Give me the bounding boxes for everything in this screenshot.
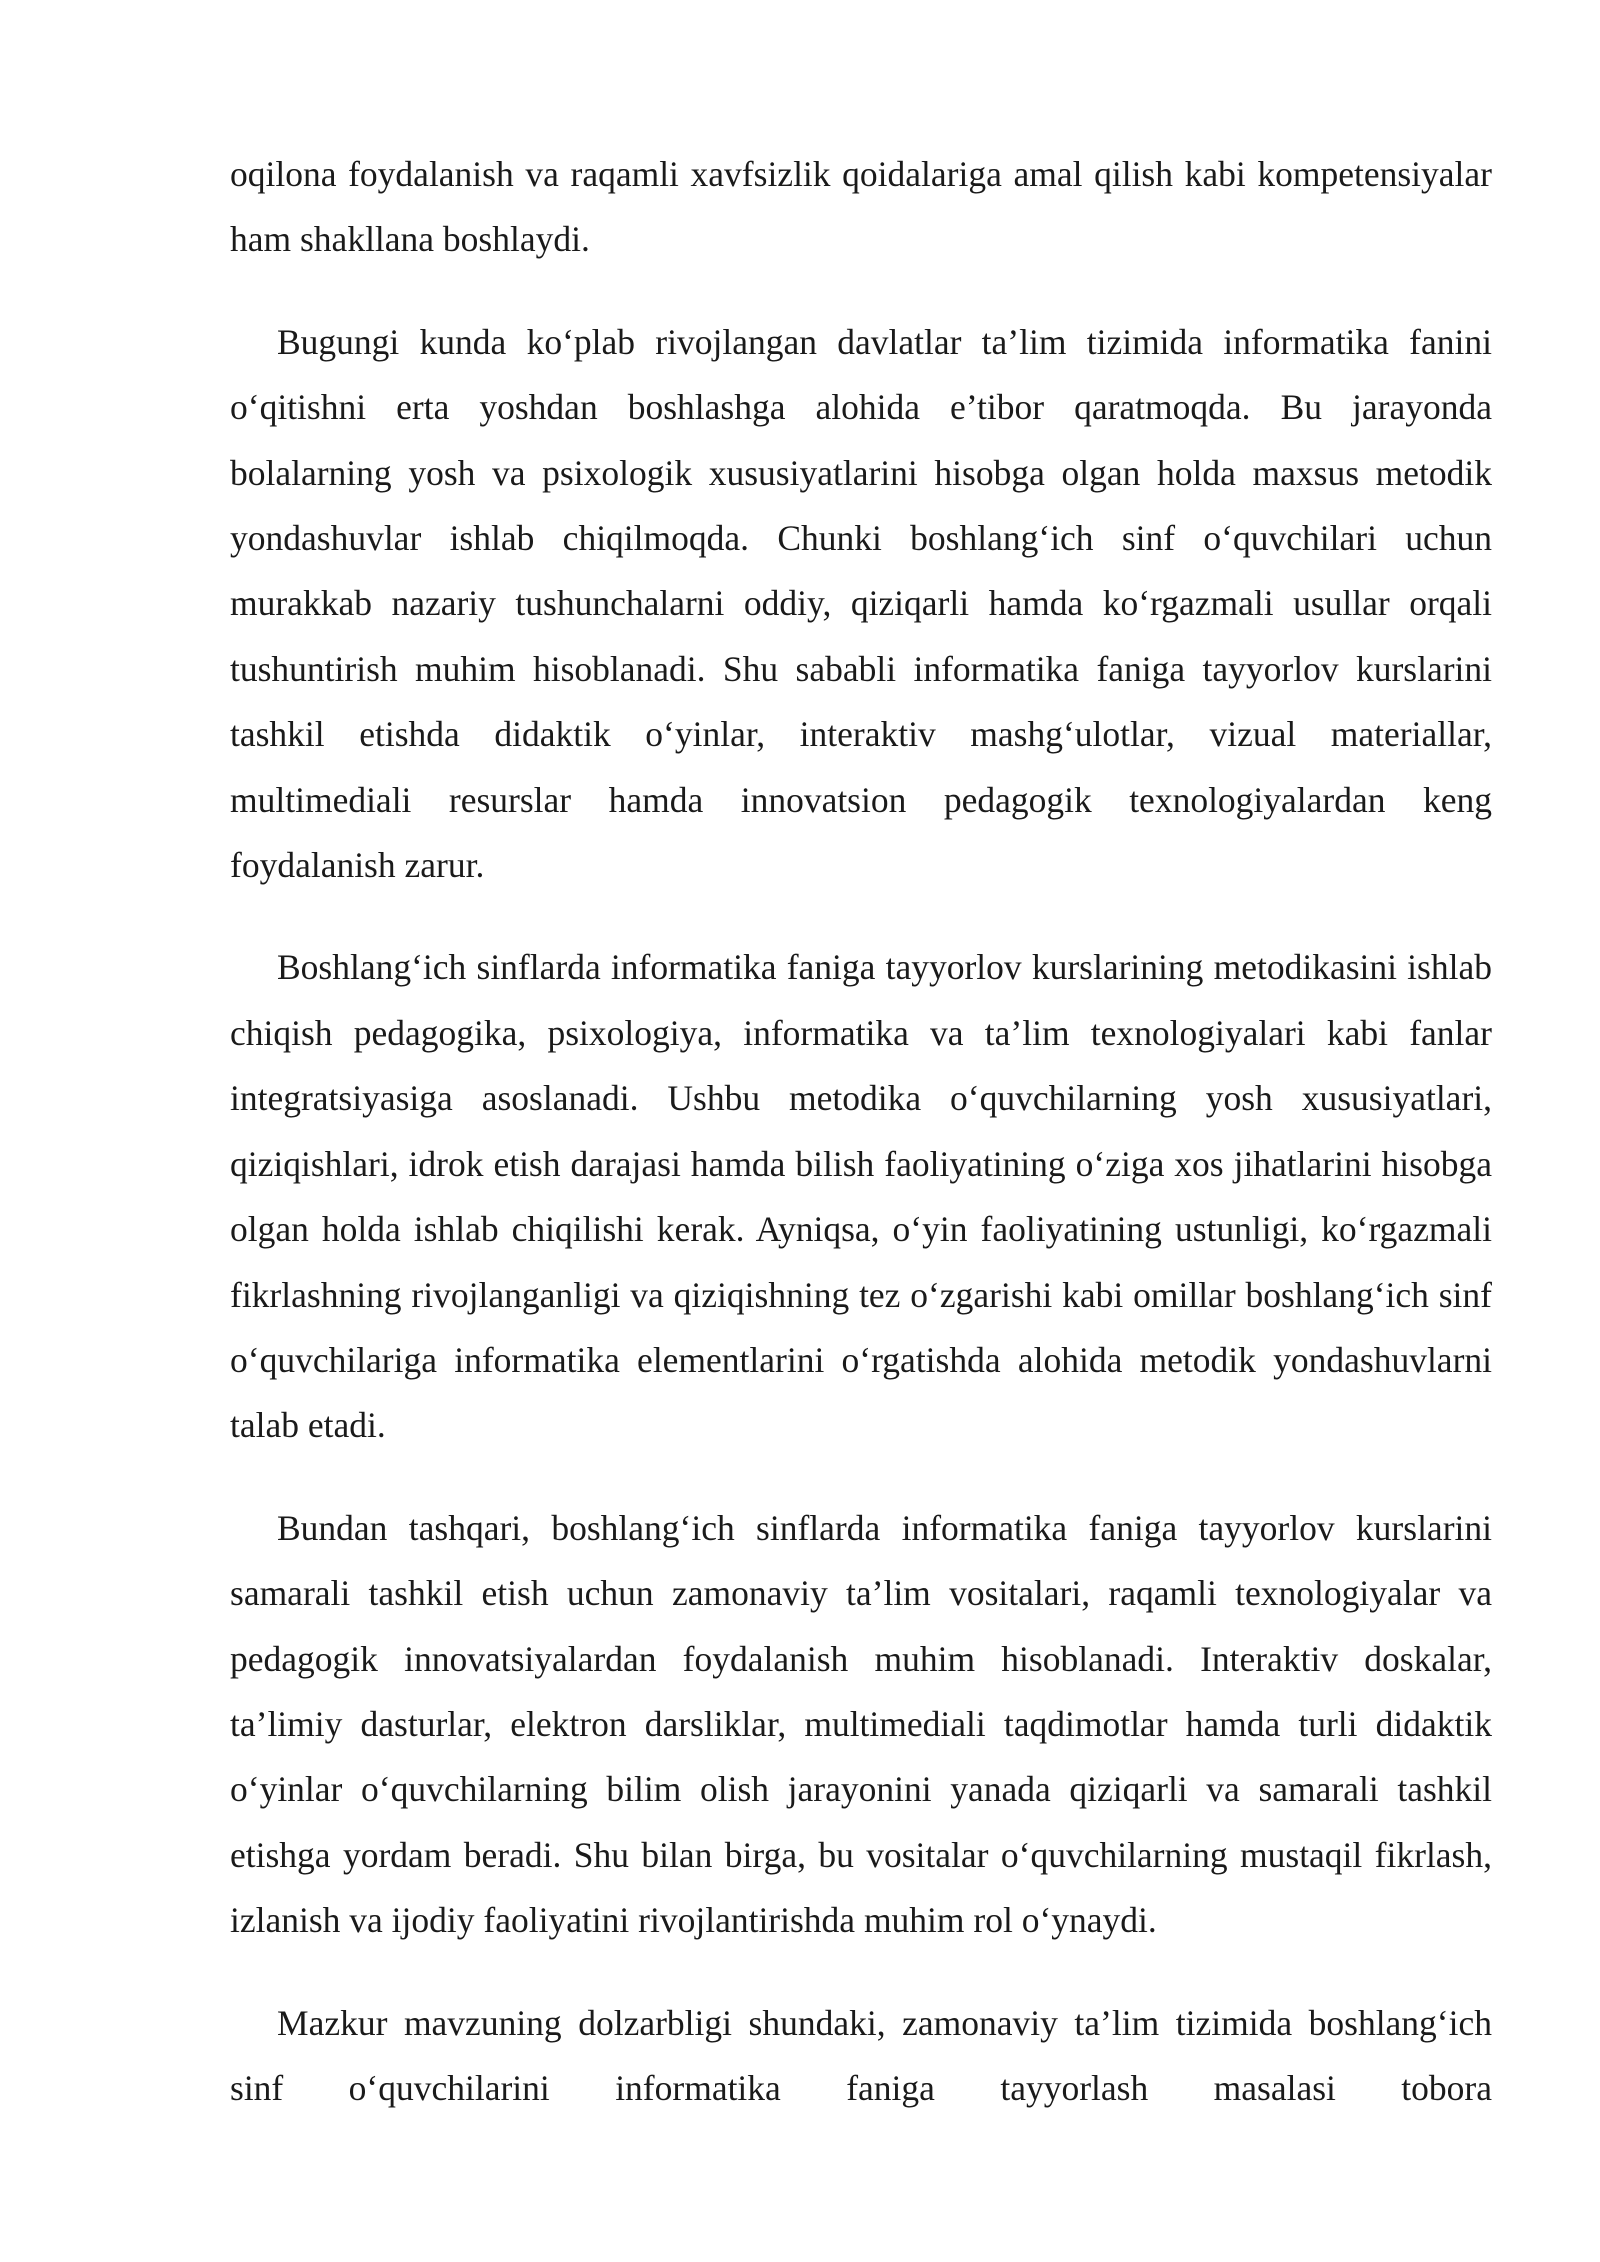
paragraph: Bundan tashqari, boshlang‘ich sinflarda informatika faniga tayyorlov kurslarini samarali tashkil etish uchun zamonaviy ta’lim vositalari, raqamli texnologiyalar va pedagogik innovatsiyalardan foydalanish muhim hisoblanadi. Interaktiv doskalar, ta’limiy dasturlar, elektron darsliklar, multimediali taqdimotlar hamda turli didaktik o‘yinlar o‘quvchilarning bilim olish jarayonini yanada qiziqarli va samarali tashkil etishga yordam beradi. Shu bilan birga, bu vositalar o‘quvchilarning mustaqil fikrlash, izlanish va ijodiy faoliyatini rivojlantirishda muhim rol o‘ynaydi. bbox=[230, 1507, 1492, 1941]
paragraph: Bugungi kunda ko‘plab rivojlangan davlatlar ta’lim tizimida informatika fanini o‘qitishni erta yoshdan boshlashga alohida e’tibor qaratmoqda. Bu jarayonda bolalarning yosh va psixologik xususiyatlarini hisobga olgan holda maxsus metodik yondashuvlar ishlab chiqilmoqda. Chunki boshlang‘ich sinf o‘quvchilari uchun murakkab nazariy tushunchalarni oddiy, qiziqarli hamda ko‘rgazmali usullar orqali tushuntirish muhim hisoblanadi. Shu sababli informatika faniga tayyorlov kurslarini tashkil etishda didaktik o‘yinlar, interaktiv mashg‘ulotlar, vizual materiallar, multimediali resurslar hamda innovatsion pedagogik texnologiyalardan keng foydalanish zarur. bbox=[230, 321, 1492, 886]
paragraph-continued: Mazkur mavzuning dolzarbligi shundaki, zamonaviy ta’lim tizimida boshlang‘ich sinf o‘quvchilarini informatika faniga tayyorlash masalasi tobora bbox=[230, 2002, 1492, 2108]
paragraph-continuation: oqilona foydalanish va raqamli xavfsizlik qoidalariga amal qilish kabi kompetensiyalar ham shakllana boshlaydi. bbox=[230, 154, 1492, 260]
body-text bbox=[230, 142, 1492, 2121]
paragraph: Boshlang‘ich sinflarda informatika faniga tayyorlov kurslarining metodikasini ishlab chiqish pedagogika, psixologiya, informatika va ta’lim texnologiyalari kabi fanlar integratsiyasiga asoslanadi. Ushbu metodika o‘quvchilarning yosh xususiyatlari, qiziqishlari, idrok etish darajasi hamda bilish faoliyatining o‘ziga xos jihatlarini hisobga olgan holda ishlab chiqilishi kerak. Ayniqsa, o‘yin faoliyatining ustunligi, ko‘rgazmali fikrlashning rivojlanganligi va qiziqishning tez o‘zgarishi kabi omillar boshlang‘ich sinf o‘quvchilariga informatika elementlarini o‘rgatishda alohida metodik yondashuvlarni talab etadi. bbox=[230, 947, 1492, 1446]
